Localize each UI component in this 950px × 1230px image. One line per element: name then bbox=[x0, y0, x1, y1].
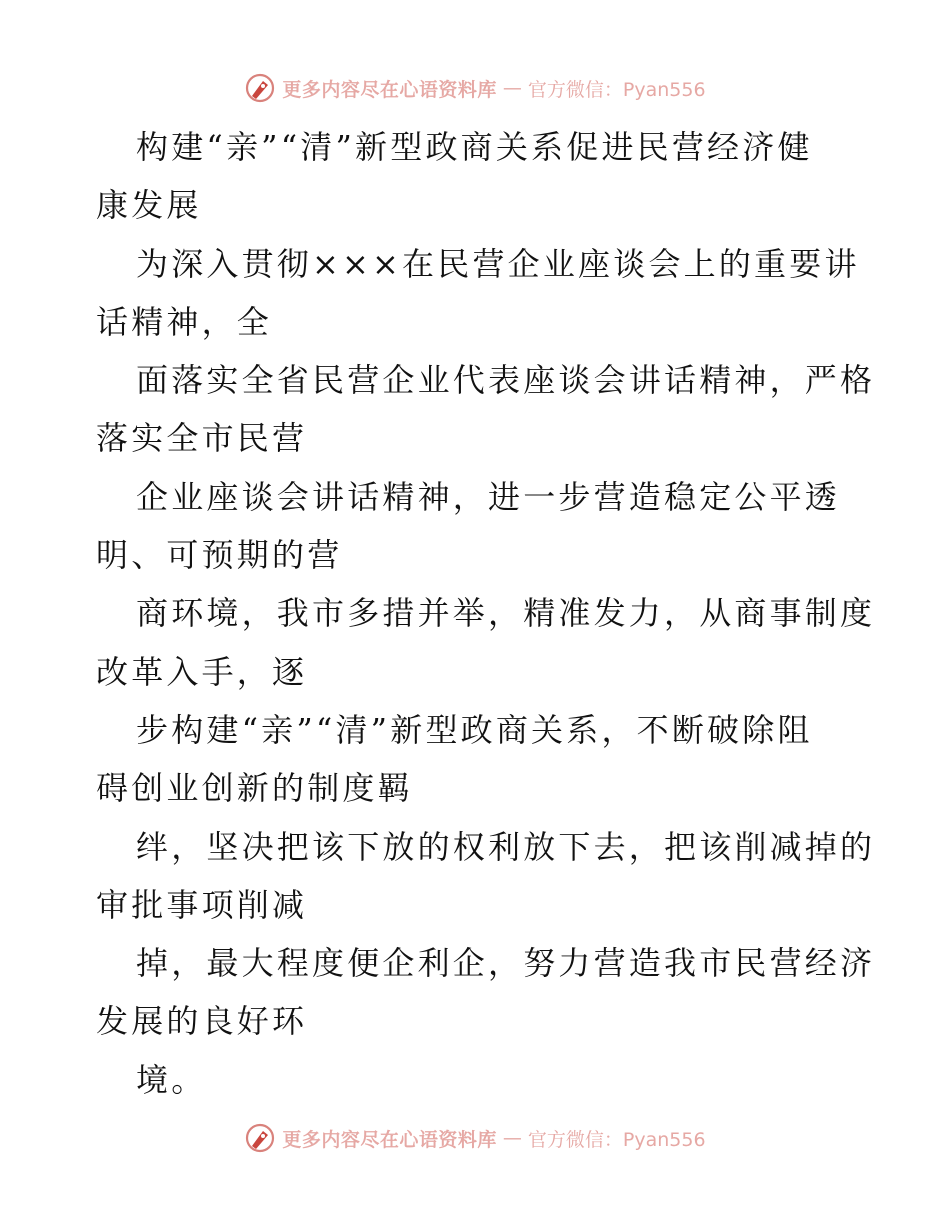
text-line: 改革入手，逐 bbox=[96, 652, 308, 691]
text-line: 步构建“亲”“清”新型政商关系，不断破除阻 bbox=[136, 710, 813, 749]
text-line: 审批事项削减 bbox=[96, 885, 308, 924]
pen-nib-circle-icon bbox=[244, 1122, 276, 1154]
header-watermark bbox=[0, 72, 950, 104]
text-line: 发展的良好环 bbox=[96, 1002, 308, 1041]
watermark-text: 更多内容尽在心语资料库 bbox=[282, 1128, 497, 1151]
text-line: 话精神，全 bbox=[96, 302, 273, 341]
text-line: 掉，最大程度便企利企，努力营造我市民营经济 bbox=[136, 944, 876, 983]
text-line: 康发展 bbox=[96, 186, 202, 225]
text-line: 面落实全省民营企业代表座谈会讲话精神，严格 bbox=[136, 361, 876, 400]
footer-watermark bbox=[0, 1122, 950, 1154]
text-line: 绊，坚决把该下放的权利放下去，把该削减掉的 bbox=[136, 827, 876, 866]
watermark-separator: — bbox=[502, 77, 522, 99]
watermark-wechat: 官方微信：Pyan556 bbox=[527, 1128, 706, 1151]
watermark-separator: — bbox=[502, 1127, 522, 1149]
text-line: 为深入贯彻×××在民营企业座谈会上的重要讲 bbox=[136, 244, 860, 283]
document-body bbox=[96, 118, 876, 1109]
watermark-wechat: 官方微信：Pyan556 bbox=[527, 78, 706, 101]
pen-nib-circle-icon bbox=[244, 72, 276, 104]
text-line: 企业座谈会讲话精神，进一步营造稳定公平透 bbox=[136, 477, 841, 516]
text-line: 商环境，我市多措并举，精准发力，从商事制度 bbox=[136, 594, 876, 633]
text-line: 明、可预期的营 bbox=[96, 536, 343, 575]
text-line: 构建“亲”“清”新型政商关系促进民营经济健 bbox=[136, 128, 813, 166]
text-line: 落实全市民营 bbox=[96, 419, 308, 458]
text-line: 境。 bbox=[136, 1060, 207, 1099]
text-line: 碍创业创新的制度羁 bbox=[96, 769, 413, 808]
watermark-text: 更多内容尽在心语资料库 bbox=[282, 78, 497, 101]
